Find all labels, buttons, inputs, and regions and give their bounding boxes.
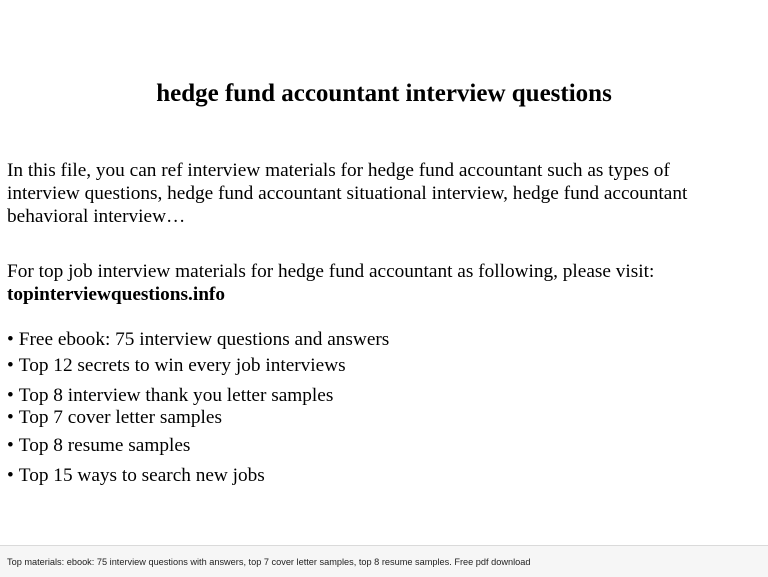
footer-text: Top materials: ebook: 75 interview questions with answers, top 7 cover letter samples, top 8 resume samples. Free pdf download (7, 557, 531, 567)
intro-paragraph (7, 159, 765, 228)
intro-line: behavioral interview… (7, 206, 186, 227)
list-item (7, 406, 222, 429)
bullet-icon: • (7, 407, 14, 428)
list-item-label: Top 12 secrets to win every job interviews (18, 355, 346, 376)
list-item (7, 434, 190, 457)
list-item-label: Top 15 ways to search new jobs (18, 465, 265, 486)
intro-line: In this file, you can ref interview materials for hedge fund accountant such as types of (7, 160, 670, 181)
bullet-icon: • (7, 435, 14, 456)
list-item (7, 464, 265, 487)
list-item-label: Free ebook: 75 interview questions and answers (18, 329, 390, 350)
list-item (7, 354, 346, 377)
visit-paragraph (7, 260, 765, 306)
visit-text: For top job interview materials for hedge fund accountant as following, please visit: (7, 261, 655, 282)
intro-line: interview questions, hedge fund accountant situational interview, hedge fund accountant (7, 183, 688, 204)
list-item-label: Top 8 interview thank you letter samples (18, 385, 334, 406)
list-item-label: Top 7 cover letter samples (18, 407, 222, 428)
bullet-icon: • (7, 329, 14, 350)
bullet-icon: • (7, 355, 14, 376)
list-item-label: Top 8 resume samples (18, 435, 191, 456)
list-item (7, 328, 389, 351)
bullet-icon: • (7, 385, 14, 406)
list-item (7, 384, 333, 407)
slide-title: hedge fund accountant interview questions (156, 80, 612, 107)
bullet-icon: • (7, 465, 14, 486)
website-link[interactable]: topinterviewquestions.info (7, 284, 225, 305)
